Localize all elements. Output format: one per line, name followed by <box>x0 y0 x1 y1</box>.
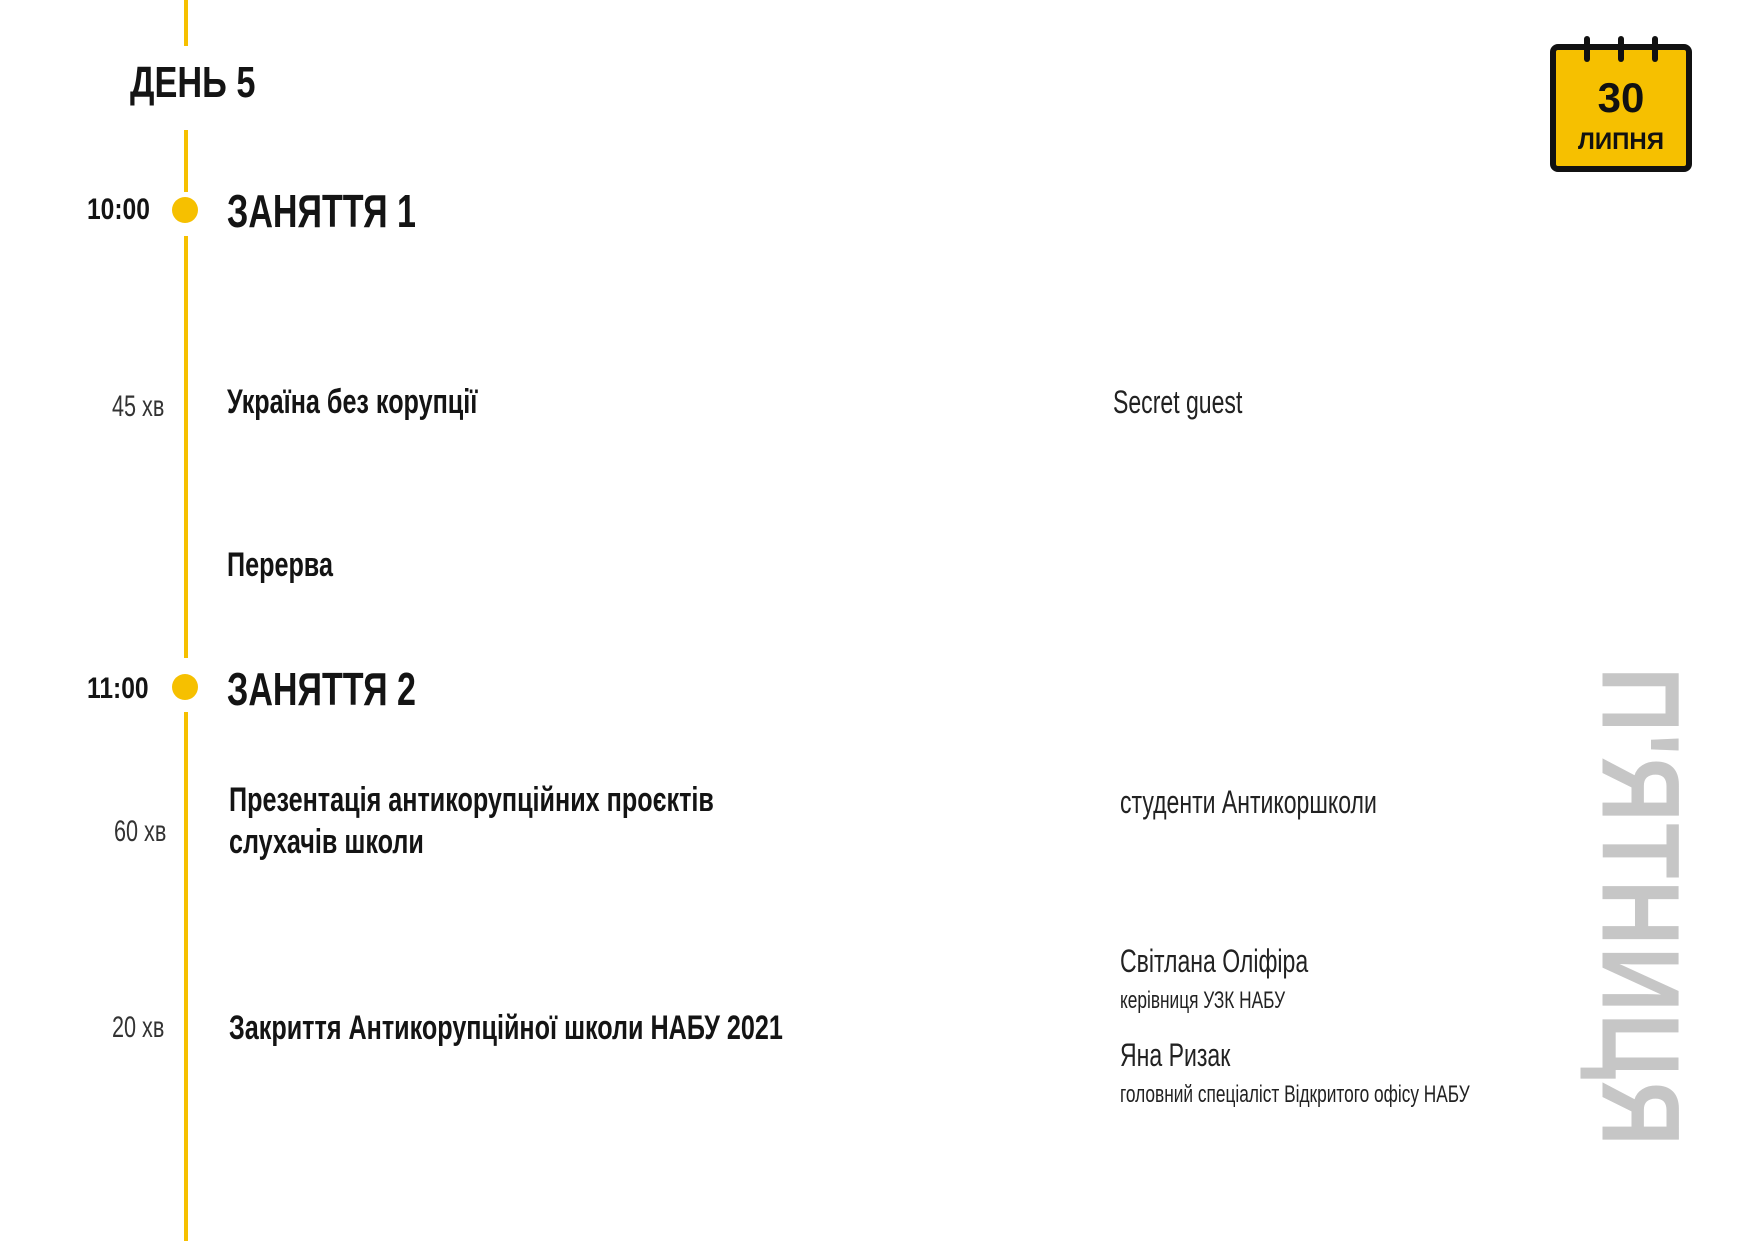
session-title: ЗАНЯТТЯ 1 <box>227 185 416 237</box>
day-title: ДЕНЬ 5 <box>130 58 256 107</box>
timeline-line <box>184 712 188 1241</box>
session-time: 10:00 <box>87 193 150 226</box>
item-duration: 45 хв <box>112 390 165 423</box>
session-time: 11:00 <box>87 672 149 705</box>
timeline-dot <box>172 674 198 700</box>
calendar-month: ЛИПНЯ <box>1578 128 1664 155</box>
agenda-item-title: Україна без корупції <box>227 383 478 421</box>
session-title: ЗАНЯТТЯ 2 <box>227 663 416 715</box>
weekday-vertical-label: П'ЯТНИЦЯ <box>1578 667 1702 1148</box>
break-label: Перерва <box>227 546 333 584</box>
calendar-ring <box>1584 36 1590 62</box>
agenda-item-title: Закриття Антикорупційної школи НАБУ 2021 <box>229 1009 783 1047</box>
speaker-name: Світлана Оліфіра <box>1120 943 1309 979</box>
timeline-line <box>184 130 188 192</box>
calendar-ring <box>1652 36 1658 62</box>
timeline-dot <box>172 197 198 223</box>
calendar-day: 30 <box>1597 74 1645 121</box>
timeline-line <box>184 236 188 658</box>
calendar-ring <box>1618 36 1624 62</box>
item-duration: 60 хв <box>114 815 167 848</box>
agenda-item-title-line2: слухачів школи <box>229 823 424 861</box>
item-duration: 20 хв <box>112 1011 165 1044</box>
speaker-role: керівниця УЗК НАБУ <box>1120 987 1286 1014</box>
speaker-name: Secret guest <box>1113 384 1243 420</box>
speaker-name: студенти Антикоршколи <box>1120 784 1377 820</box>
calendar-icon <box>1550 44 1692 172</box>
timeline-line <box>184 0 188 46</box>
agenda-item-title: Презентація антикорупційних проєктів <box>229 781 714 819</box>
speaker-name: Яна Ризак <box>1120 1037 1231 1073</box>
speaker-role: головний спеціаліст Відкритого офісу НАБУ <box>1120 1081 1470 1108</box>
